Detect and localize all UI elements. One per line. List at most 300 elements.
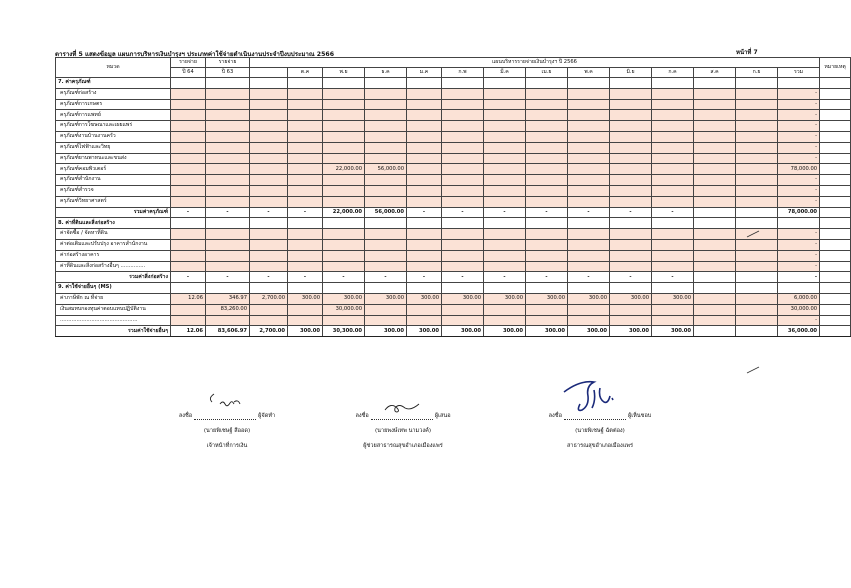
value-cell [736,250,778,261]
row-label: ครุภัณฑ์ก่อสร้าง [56,88,171,99]
value-cell [250,304,288,315]
row-total: - [778,99,820,110]
value-cell [484,88,526,99]
value-cell [323,142,365,153]
signature-block-proposer: ลงชื่อ ผู้เสนอ (นายพงษ์เทพ นามวงค์) ผู้ช่วยสาธารณสุขอำเภอเมืองแพร่ [338,412,468,450]
note-cell [820,196,851,207]
value-cell [568,304,610,315]
empty-cell [778,78,820,89]
row-total: - [778,229,820,240]
empty-cell [694,78,736,89]
value-cell [250,121,288,132]
table-row [56,153,851,164]
row-total: - [778,185,820,196]
value-cell [407,121,442,132]
signer-name: (นายพิเชษฐ์ ฉัตต่อง) [575,428,625,434]
empty-cell [736,218,778,229]
value-cell [694,326,736,337]
row-total: 6,000.00 [778,293,820,304]
value-cell [171,315,206,326]
value-cell [365,175,407,186]
value-cell [442,196,484,207]
value-cell [526,250,568,261]
empty-cell [288,283,323,294]
value-cell [568,175,610,186]
table-caption: ตารางที่ 5 แสดงข้อมูล แผนการบริหารเงินบำรุงฯ ประเภทค่าใช้จ่ายดำเนินงานประจำปีงบประมาณ 2566 [55,51,335,58]
value-cell [407,315,442,326]
table-row [56,239,851,250]
header-month: รวม [778,68,820,78]
value-cell [568,142,610,153]
value-cell [206,153,250,164]
value-cell [288,121,323,132]
empty-cell [323,78,365,89]
value-cell [694,153,736,164]
value-cell [250,315,288,326]
value-cell [610,250,652,261]
row-total: - [778,153,820,164]
value-cell [694,272,736,283]
table-row [56,315,851,326]
value-cell [365,250,407,261]
section-header-row [56,78,851,89]
note-cell [820,229,851,240]
value-cell: - [610,272,652,283]
value-cell [323,121,365,132]
value-cell [568,153,610,164]
value-cell [442,250,484,261]
value-cell [526,142,568,153]
value-cell [206,261,250,272]
value-cell: 300.00 [323,293,365,304]
row-label: ............................................... [56,315,171,326]
row-label: ค่าที่ดินและสิ่งก่อสร้างอื่นๆ ............... [56,261,171,272]
empty-cell [694,283,736,294]
value-cell [736,99,778,110]
value-cell [365,110,407,121]
value-cell [652,304,694,315]
value-cell: 12.06 [171,293,206,304]
value-cell [407,131,442,142]
empty-cell [820,78,851,89]
value-cell [526,196,568,207]
value-cell [407,185,442,196]
handwritten-signature [194,390,256,416]
empty-cell [206,218,250,229]
value-cell [206,239,250,250]
note-cell [820,131,851,142]
value-cell [484,304,526,315]
value-cell [568,110,610,121]
row-total: - [778,131,820,142]
value-cell [442,131,484,142]
header-month: พ.ย [323,68,365,78]
value-cell: 56,000.00 [365,164,407,175]
value-cell [407,142,442,153]
value-cell [484,196,526,207]
value-cell [694,99,736,110]
value-cell [526,110,568,121]
empty-cell [323,218,365,229]
value-cell [407,99,442,110]
empty-cell [250,283,288,294]
value-cell [484,131,526,142]
header-exp64-year: ปี 64 [171,68,206,78]
empty-cell [484,218,526,229]
value-cell [484,142,526,153]
empty-cell [407,218,442,229]
row-label: ค่าต่อเติมและปรับปรุง อาคารสำนักงาน [56,239,171,250]
value-cell: - [407,207,442,218]
value-cell: - [442,207,484,218]
value-cell [736,207,778,218]
table-row [56,121,851,132]
value-cell [250,142,288,153]
value-cell [323,196,365,207]
empty-cell [610,78,652,89]
value-cell [652,121,694,132]
value-cell [171,261,206,272]
value-cell [442,315,484,326]
value-cell [610,261,652,272]
table-row [56,229,851,240]
note-cell [820,164,851,175]
value-cell [736,175,778,186]
value-cell [288,142,323,153]
value-cell: - [652,272,694,283]
value-cell [365,304,407,315]
value-cell [652,88,694,99]
value-cell: 300.00 [652,326,694,337]
value-cell: 300.00 [442,326,484,337]
row-label: รวมค่าครุภัณฑ์ [56,207,171,218]
value-cell [610,131,652,142]
value-cell [365,196,407,207]
value-cell [288,175,323,186]
summary-row [56,272,851,283]
value-cell [526,185,568,196]
value-cell [442,164,484,175]
value-cell [694,164,736,175]
value-cell [365,239,407,250]
value-cell [610,121,652,132]
value-cell [206,88,250,99]
value-cell [610,110,652,121]
empty-cell [407,283,442,294]
value-cell: 300.00 [407,293,442,304]
row-total: - [778,142,820,153]
value-cell: 83,260.00 [206,304,250,315]
value-cell: 2,700.00 [250,293,288,304]
value-cell: 300.00 [526,326,568,337]
value-cell [442,261,484,272]
value-cell: - [526,272,568,283]
checkmark-icon [746,230,760,238]
value-cell [526,99,568,110]
value-cell [365,99,407,110]
value-cell [288,99,323,110]
value-cell [365,229,407,240]
note-cell [820,142,851,153]
note-cell [820,99,851,110]
note-cell [820,175,851,186]
empty-cell [652,78,694,89]
value-cell: 12.06 [171,326,206,337]
value-cell [568,239,610,250]
value-cell [736,326,778,337]
value-cell [736,304,778,315]
value-cell [736,261,778,272]
value-cell [288,250,323,261]
value-cell [736,131,778,142]
value-cell [206,131,250,142]
value-cell [652,153,694,164]
value-cell: - [171,272,206,283]
section-header-row [56,283,851,294]
value-cell: 300.00 [407,326,442,337]
value-cell: 300.00 [442,293,484,304]
value-cell [365,131,407,142]
empty-cell [568,218,610,229]
value-cell [250,88,288,99]
value-cell [652,175,694,186]
note-cell [820,250,851,261]
row-total: - [778,88,820,99]
empty-cell [365,78,407,89]
value-cell: 300.00 [288,326,323,337]
table-row [56,175,851,186]
value-cell [526,261,568,272]
value-cell [694,196,736,207]
note-cell [820,293,851,304]
value-cell [288,164,323,175]
header-month: ธ.ค [365,68,407,78]
row-total: 36,000.00 [778,326,820,337]
value-cell: 83,606.97 [206,326,250,337]
empty-cell [407,78,442,89]
empty-cell [736,283,778,294]
value-cell [442,304,484,315]
value-cell [407,196,442,207]
value-cell [442,110,484,121]
value-cell [171,196,206,207]
row-label: ครุภัณฑ์งานบ้านงานครัว [56,131,171,142]
empty-cell [526,283,568,294]
header-month: มิ.ย [610,68,652,78]
value-cell [484,164,526,175]
value-cell [250,153,288,164]
value-cell [736,121,778,132]
value-cell [365,315,407,326]
empty-cell [442,283,484,294]
empty-cell [484,283,526,294]
value-cell [610,196,652,207]
row-total: - [778,315,820,326]
row-label: ครุภัณฑ์ยานพาหนะและขนส่ง [56,153,171,164]
header-month: ก.ค [652,68,694,78]
section-title: 7. ค่าครุภัณฑ์ [56,78,171,89]
value-cell [171,110,206,121]
note-cell [820,185,851,196]
value-cell [736,293,778,304]
value-cell [250,164,288,175]
value-cell [171,121,206,132]
value-cell [526,304,568,315]
signer-name: (นายพงษ์เทพ นามวงค์) [374,428,432,434]
row-label: ค่าภาษีพัก ณ ที่จ่าย [56,293,171,304]
page-number: หน้าที่ 7 [736,49,758,56]
value-cell [484,185,526,196]
handwritten-signature [560,376,630,416]
header-note: หมายเหตุ [820,58,851,78]
value-cell [694,207,736,218]
value-cell [484,121,526,132]
value-cell [407,250,442,261]
value-cell [171,88,206,99]
value-cell [568,99,610,110]
value-cell [610,99,652,110]
value-cell [652,261,694,272]
value-cell [694,250,736,261]
row-total: - [778,175,820,186]
value-cell: 22,000.00 [323,207,365,218]
value-cell [694,304,736,315]
value-cell [568,185,610,196]
empty-cell [171,78,206,89]
row-label: ครุภัณฑ์การแพทย์ [56,110,171,121]
value-cell: 300.00 [484,293,526,304]
value-cell: - [610,207,652,218]
empty-cell [568,283,610,294]
value-cell: - [526,207,568,218]
signature-block-approver: ลงชื่อ ผู้เห็นชอบ (นายพิเชษฐ์ ฉัตต่อง) สาธารณสุขอำเภอเมืองแพร่ [535,412,665,450]
value-cell [323,175,365,186]
empty-cell [442,78,484,89]
table-row [56,142,851,153]
table-row [56,196,851,207]
value-cell [484,110,526,121]
empty-cell [323,283,365,294]
value-cell: 300.00 [610,326,652,337]
value-cell: 22,000.00 [323,164,365,175]
value-cell [694,185,736,196]
value-cell [568,261,610,272]
row-total: 78,000.00 [778,164,820,175]
value-cell [442,229,484,240]
value-cell [407,229,442,240]
row-total: - [778,110,820,121]
value-cell [694,239,736,250]
empty-cell [778,283,820,294]
value-cell [652,164,694,175]
empty-cell [526,78,568,89]
value-cell [250,175,288,186]
value-cell [652,196,694,207]
note-cell [820,207,851,218]
section-title: 9. ค่าใช้จ่ายอื่นๆ (MS) [56,283,171,294]
value-cell [694,293,736,304]
value-cell [568,250,610,261]
row-total: - [778,121,820,132]
value-cell [652,229,694,240]
value-cell [250,99,288,110]
note-cell [820,110,851,121]
row-label: ครุภัณฑ์คอมพิวเตอร์ [56,164,171,175]
row-label: ครุภัณฑ์สำรวจ [56,185,171,196]
value-cell [250,110,288,121]
value-cell: - [206,272,250,283]
value-cell [610,239,652,250]
value-cell: 300.00 [484,326,526,337]
value-cell: - [288,272,323,283]
value-cell [288,261,323,272]
table-row [56,304,851,315]
note-cell [820,121,851,132]
row-label: ครุภัณฑ์การโฆษณาและเผยแพร่ [56,121,171,132]
note-cell [820,315,851,326]
value-cell [288,196,323,207]
value-cell: - [365,272,407,283]
empty-cell [288,78,323,89]
header-category: หมวด [56,58,171,78]
value-cell [365,153,407,164]
value-cell [288,88,323,99]
table-row [56,164,851,175]
value-cell [206,99,250,110]
value-cell [484,315,526,326]
signature-block-preparer: ลงชื่อ ผู้จัดทำ (นายพิเชษฐ์ สีออด) เจ้าหน้าที่การเงิน [162,412,292,450]
value-cell [407,110,442,121]
value-cell [736,153,778,164]
value-cell [250,196,288,207]
row-total: - [778,272,820,283]
note-cell [820,153,851,164]
value-cell [484,153,526,164]
value-cell [610,315,652,326]
value-cell [526,239,568,250]
value-cell [171,99,206,110]
value-cell [610,185,652,196]
empty-cell [652,283,694,294]
value-cell [365,185,407,196]
table-row [56,185,851,196]
value-cell [736,239,778,250]
value-cell [288,131,323,142]
value-cell [323,315,365,326]
value-cell [365,121,407,132]
value-cell [171,164,206,175]
note-cell [820,239,851,250]
value-cell [206,196,250,207]
row-label: รวมค่าใช้จ่ายอื่นๆ [56,326,171,337]
value-cell [568,196,610,207]
value-cell [484,99,526,110]
value-cell [652,185,694,196]
value-cell [323,261,365,272]
value-cell [652,110,694,121]
value-cell [568,229,610,240]
value-cell [736,142,778,153]
empty-cell [568,78,610,89]
value-cell [323,185,365,196]
value-cell [652,250,694,261]
value-cell [568,131,610,142]
empty-cell [442,218,484,229]
empty-cell [526,218,568,229]
empty-cell [365,283,407,294]
table-body [56,78,851,337]
row-label: ครุภัณฑ์สำนักงาน [56,175,171,186]
